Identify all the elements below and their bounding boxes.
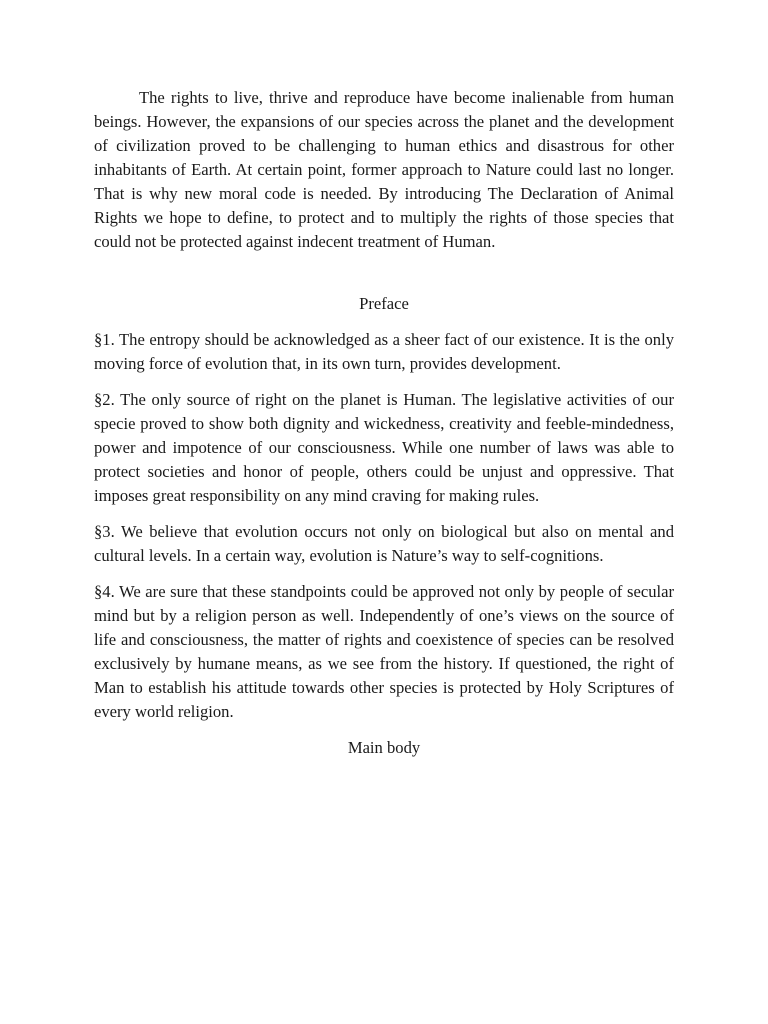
intro-paragraph: The rights to live, thrive and reproduce have become inalienable from human beings. However, the expansions of our species across the planet and the development of civilization proved to be challenging to human ethics and disastrous for other inhabitants of Earth. At certain point, former approach to Nature could last no longer. That is why new moral code is needed. By introducing The Declaration of Animal Rights we hope to define, to protect and to multiply the rights of those species that could not be protected against indecent treatment of Human. bbox=[94, 88, 674, 251]
section-1-paragraph: §1. The entropy should be acknowledged as a sheer fact of our existence. It is the only moving force of evolution that, in its own turn, provides development. bbox=[94, 330, 674, 373]
section-4-paragraph: §4. We are sure that these standpoints could be approved not only by people of secular mind but by a religion person as well. Independently of one’s views on the source of life and consciousness, the matter of rights and coexistence of species can be resolved exclusively by humane means, as we see from the history. If questioned, the right of Man to establish his attitude towards other species is protected by Holy Scriptures of every world religion. bbox=[94, 582, 674, 721]
section-2-paragraph: §2. The only source of right on the planet is Human. The legislative activities of our specie proved to show both dignity and wickedness, creativity and feeble-mindedness, power and impotence of our consciousness. While one number of laws was able to protect societies and honor of people, others could be unjust and oppressive. That imposes great responsibility on any mind craving for making rules. bbox=[94, 390, 674, 505]
section-3-paragraph: §3. We believe that evolution occurs not only on biological but also on mental and cultural levels. In a certain way, evolution is Nature’s way to self-cognitions. bbox=[94, 522, 674, 565]
preface-heading: Preface bbox=[359, 294, 409, 313]
document-page bbox=[94, 86, 674, 760]
main-body-heading: Main body bbox=[347, 738, 421, 757]
